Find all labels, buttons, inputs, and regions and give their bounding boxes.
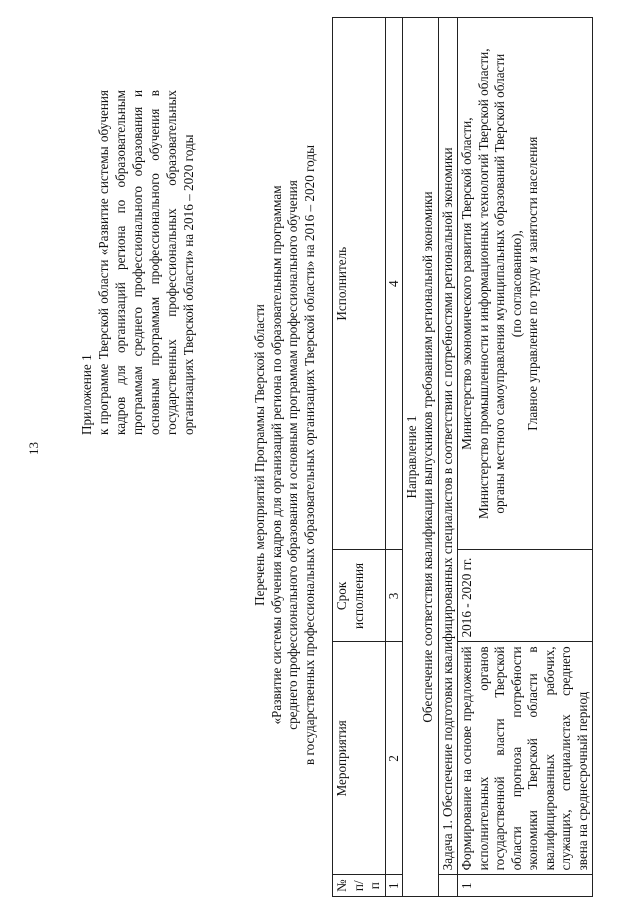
- title-line-1: Перечень мероприятий Программы Тверской области: [252, 304, 267, 606]
- events-table: [332, 17, 593, 897]
- header-event: Мероприятия: [333, 642, 386, 875]
- executor-line: Главное управление по труду и занятости населения: [525, 136, 540, 431]
- col-number: 2: [385, 642, 402, 875]
- direction-row: [402, 18, 438, 897]
- row-term: 2016 - 2020 гг.: [458, 550, 593, 642]
- executor-line: Министерство экономического развития Тверской области,: [459, 117, 474, 450]
- table-header-row: [333, 18, 386, 897]
- title-line-2: «Развитие системы обучения кадров для организаций региона по образовательным программам: [268, 185, 284, 725]
- executor-line: (по согласованию),: [508, 230, 524, 338]
- page-number: 13: [26, 442, 41, 455]
- table-row: [458, 18, 593, 897]
- header-num: № п/п: [333, 875, 386, 897]
- header-term: Срок исполнения: [333, 550, 386, 642]
- task-row: [438, 18, 458, 897]
- appendix-block: [78, 90, 197, 435]
- row-executor: [458, 18, 593, 550]
- title-line-3: среднего профессионального образования и основным программам профессионального обучения: [285, 180, 300, 730]
- row-number: 1: [458, 875, 593, 897]
- task-cell: Задача 1. Обеспечение подготовки квалифицированных специалистов в соответствии с потребностями региональной экономики: [438, 18, 458, 875]
- col-number: 3: [385, 550, 402, 642]
- title-line-4: в государственных профессиональных образовательных организациях Тверской области» на 2016 – 2020 годы: [301, 145, 317, 765]
- row-event: Формирование на основе предложений исполнительных органов государственной власти Тверской области прогноза потребности экономики Тверской области в квалифицированных рабочих, служащих, специалистах среднего звена на среднесрочный период: [458, 642, 593, 875]
- document-title: [252, 95, 318, 815]
- appendix-heading: Приложение 1: [79, 354, 94, 435]
- column-numbers-row: [385, 18, 402, 897]
- col-number: 1: [385, 875, 402, 897]
- appendix-text: к программе Тверской области «Развитие системы обучения кадров для организаций региона по образовательным программам среднего профессионального образования и основным программам профессионального обучения в государственных профессиональных образовательных организациях Тверской области» на 2016 – 2020 годы: [96, 90, 196, 435]
- direction-cell: [402, 18, 438, 897]
- direction-text: Обеспечение соответствия квалификации выпускников требованиям региональной экономики: [420, 191, 435, 723]
- col-number: 4: [385, 18, 402, 550]
- header-executor: Исполнитель: [333, 18, 386, 550]
- executor-line: органы местного самоуправления муниципальных образований Тверской области: [492, 53, 507, 514]
- direction-label: Направление 1: [403, 415, 419, 499]
- executor-line: Министерство промышленности и информационных технологий Тверской области,: [475, 48, 491, 519]
